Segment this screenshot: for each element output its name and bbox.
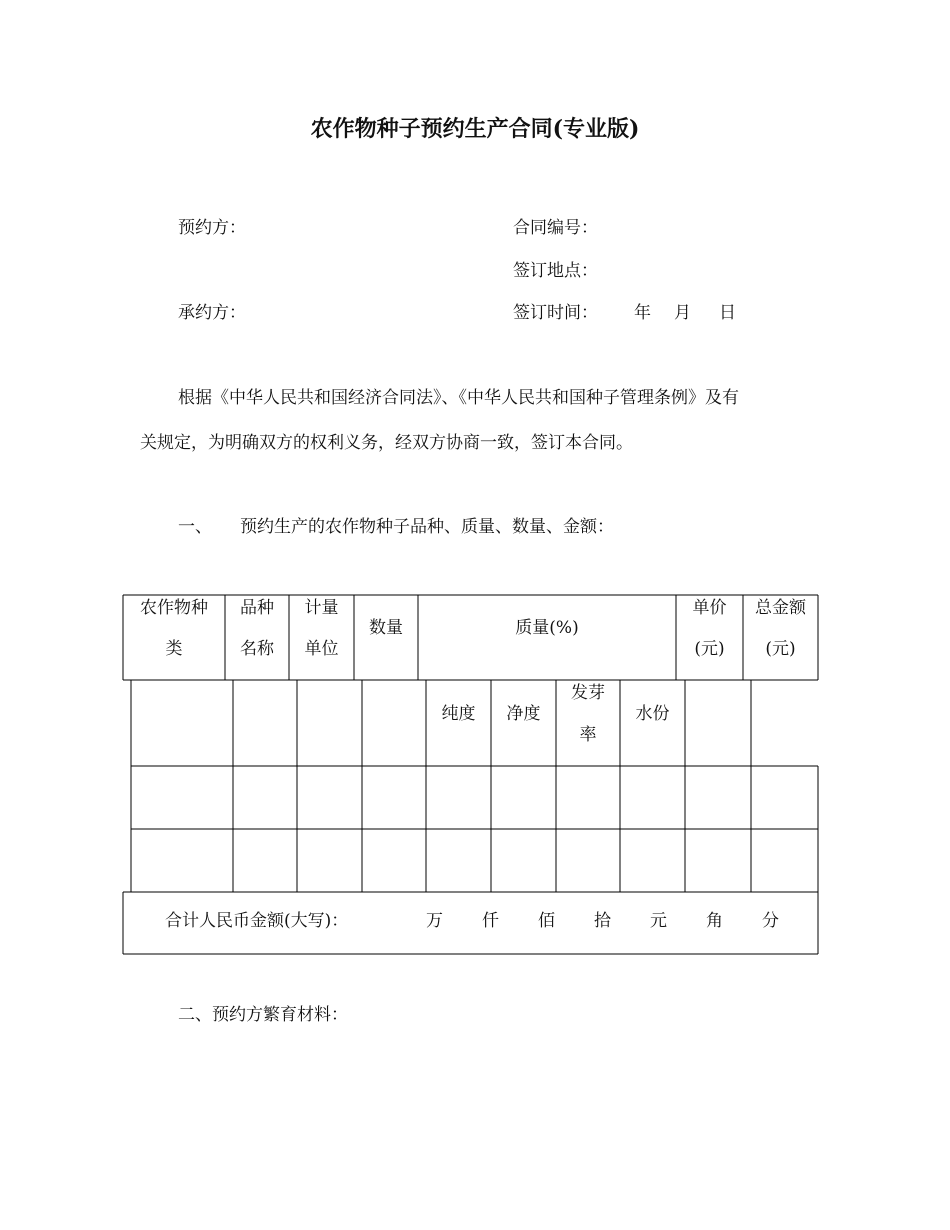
section-2-heading: 二、预约方繁育材料： bbox=[178, 1005, 348, 1025]
header-variety-2: 名称 bbox=[240, 639, 274, 659]
header-unit-price-1: 单价 bbox=[692, 598, 727, 618]
sign-time-label: 签订时间： bbox=[513, 303, 598, 323]
total-amount-label: 合计人民币金额(大写)： bbox=[165, 911, 349, 931]
document-title: 农作物种子预约生产合同(专业版) bbox=[310, 116, 640, 142]
header-quantity: 数量 bbox=[369, 618, 403, 638]
sign-year: 年 bbox=[634, 303, 651, 323]
header-crop-type-2: 类 bbox=[165, 639, 183, 659]
intro-line-2: 关规定，为明确双方的权利义务，经双方协商一致，签订本合同。 bbox=[140, 433, 633, 453]
sign-day: 日 bbox=[719, 303, 736, 323]
header-quality: 质量(%) bbox=[515, 618, 579, 638]
unit-fen: 分 bbox=[762, 911, 779, 931]
contractor-label: 承约方： bbox=[178, 303, 246, 323]
unit-yuan: 元 bbox=[650, 911, 667, 931]
total-amount-units bbox=[426, 906, 818, 931]
header-unit-1: 计量 bbox=[304, 598, 339, 618]
contract-no-label: 合同编号： bbox=[513, 218, 598, 238]
subheader-cleanliness: 净度 bbox=[506, 704, 541, 724]
unit-bai: 佰 bbox=[538, 911, 555, 931]
subheader-purity: 纯度 bbox=[441, 704, 476, 724]
section-1-heading: 预约生产的农作物种子品种、质量、数量、金额： bbox=[240, 517, 614, 537]
unit-qian: 仟 bbox=[482, 911, 499, 931]
section-1-number: 一、 bbox=[178, 517, 212, 537]
sign-place-label: 签订地点： bbox=[513, 261, 598, 281]
header-total-1: 总金额 bbox=[755, 598, 806, 618]
unit-shi: 拾 bbox=[594, 911, 611, 931]
subheader-germination-1: 发芽 bbox=[571, 683, 605, 703]
header-variety-1: 品种 bbox=[240, 598, 274, 618]
header-crop-type-1: 农作物种 bbox=[140, 598, 208, 618]
header-total-2: (元) bbox=[765, 639, 796, 659]
subheader-moisture: 水份 bbox=[635, 704, 670, 724]
subheader-germination-2: 率 bbox=[579, 725, 597, 745]
booker-label: 预约方： bbox=[178, 218, 246, 238]
unit-jiao: 角 bbox=[706, 911, 723, 931]
unit-wan: 万 bbox=[426, 911, 443, 931]
header-unit-2: 单位 bbox=[304, 639, 339, 659]
header-unit-price-2: (元) bbox=[694, 639, 725, 659]
intro-line-1: 根据《中华人民共和国经济合同法》、《中华人民共和国种子管理条例》及有 bbox=[178, 388, 739, 408]
sign-month: 月 bbox=[674, 303, 691, 323]
